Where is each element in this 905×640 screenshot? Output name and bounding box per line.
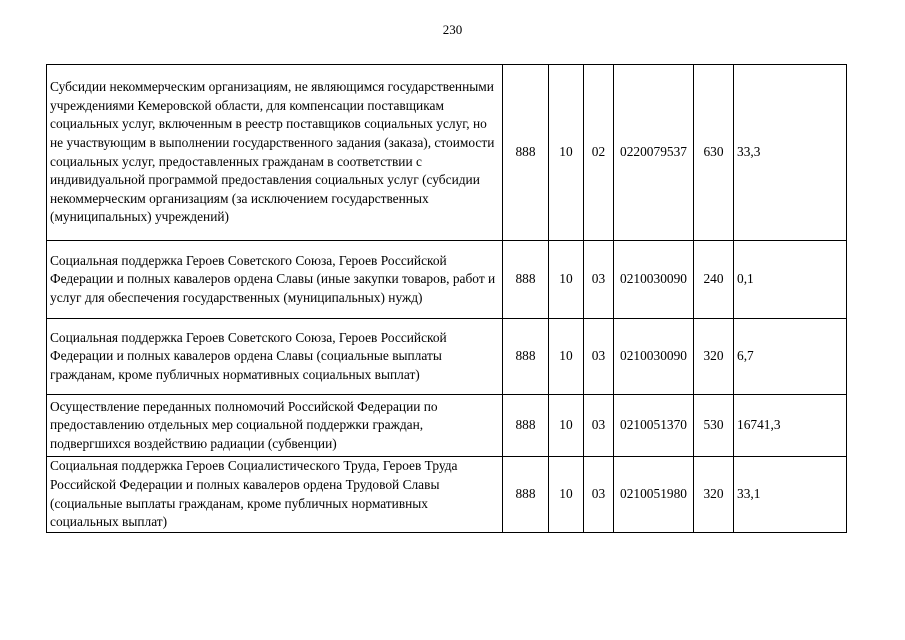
row-ministry-code: 888 bbox=[503, 395, 549, 457]
row-description: Социальная поддержка Героев Советского Союза, Героев Российской Федерации и полных кавалеров ордена Славы (иные закупки товаров, работ и услуг для обеспечения государственных (муниципальных) нужд) bbox=[47, 241, 503, 319]
row-amount: 33,1 bbox=[734, 457, 847, 533]
table-row bbox=[47, 319, 847, 395]
row-target-article: 0220079537 bbox=[614, 65, 694, 241]
table-row bbox=[47, 395, 847, 457]
row-description: Осуществление переданных полномочий Российской Федерации по предоставлению отдельных мер социальной поддержки граждан, подвергшихся воздействию радиации (субвенции) bbox=[47, 395, 503, 457]
row-amount: 0,1 bbox=[734, 241, 847, 319]
row-subsection-code: 03 bbox=[584, 319, 614, 395]
row-subsection-code: 03 bbox=[584, 457, 614, 533]
row-description: Социальная поддержка Героев Социалистического Труда, Героев Труда Российской Федерации и полных кавалеров ордена Трудовой Славы (социальные выплаты гражданам, кроме публичных нормативных социальных выплат) bbox=[47, 457, 503, 533]
row-amount: 16741,3 bbox=[734, 395, 847, 457]
row-target-article: 0210051370 bbox=[614, 395, 694, 457]
row-expense-type: 320 bbox=[694, 319, 734, 395]
row-section-code: 10 bbox=[549, 241, 584, 319]
row-expense-type: 240 bbox=[694, 241, 734, 319]
table-row bbox=[47, 457, 847, 533]
table-row bbox=[47, 65, 847, 241]
row-section-code: 10 bbox=[549, 319, 584, 395]
row-amount: 33,3 bbox=[734, 65, 847, 241]
row-ministry-code: 888 bbox=[503, 241, 549, 319]
row-target-article: 0210030090 bbox=[614, 241, 694, 319]
row-section-code: 10 bbox=[549, 457, 584, 533]
row-target-article: 0210051980 bbox=[614, 457, 694, 533]
row-expense-type: 530 bbox=[694, 395, 734, 457]
row-amount: 6,7 bbox=[734, 319, 847, 395]
table-row bbox=[47, 241, 847, 319]
row-subsection-code: 03 bbox=[584, 395, 614, 457]
row-description: Субсидии некоммерческим организациям, не являющимся государственными учреждениями Кемеровской области, для компенсации поставщикам социальных услуг, включенным в реестр поставщиков социальных услуг, но не участвующим в выполнении государственного задания (заказа), стоимости социальных услуг, предоставленных гражданам в соответствии с индивидуальной программой предоставления социальных услуг (субсидии некоммерческим организациям (за исключением государственных (муниципальных) учреждений) bbox=[47, 65, 503, 241]
row-subsection-code: 02 bbox=[584, 65, 614, 241]
row-ministry-code: 888 bbox=[503, 319, 549, 395]
row-section-code: 10 bbox=[549, 395, 584, 457]
row-subsection-code: 03 bbox=[584, 241, 614, 319]
row-description: Социальная поддержка Героев Советского Союза, Героев Российской Федерации и полных кавалеров ордена Славы (социальные выплаты гражданам, кроме публичных нормативных социальных выплат) bbox=[47, 319, 503, 395]
row-ministry-code: 888 bbox=[503, 457, 549, 533]
row-section-code: 10 bbox=[549, 65, 584, 241]
budget-table bbox=[46, 64, 847, 533]
row-expense-type: 630 bbox=[694, 65, 734, 241]
page-number: 230 bbox=[442, 22, 463, 37]
row-ministry-code: 888 bbox=[503, 65, 549, 241]
row-target-article: 0210030090 bbox=[614, 319, 694, 395]
row-expense-type: 320 bbox=[694, 457, 734, 533]
